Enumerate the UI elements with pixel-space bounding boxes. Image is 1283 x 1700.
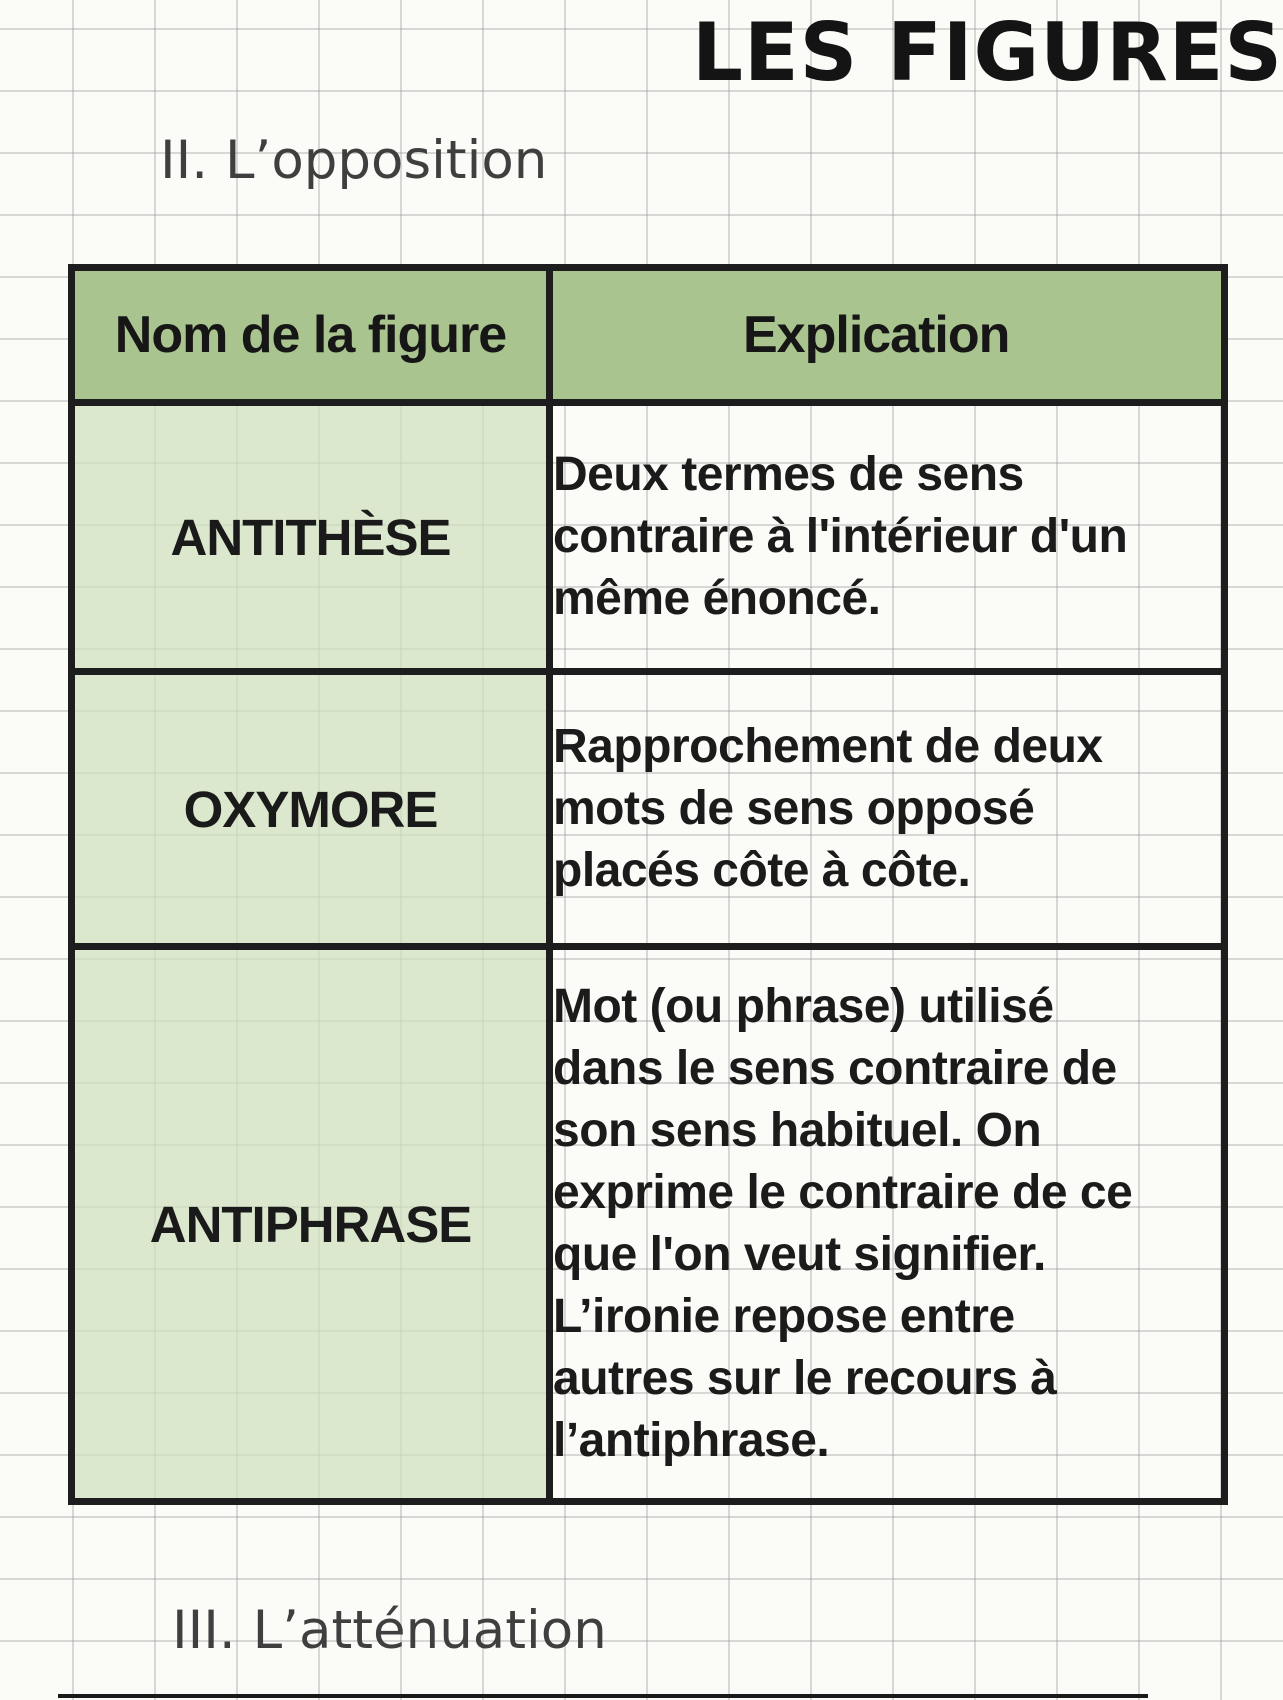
figure-explanation-cell: Mot (ou phrase) utilisé dans le sens contraire de son sens habituel. On exprime le contraire de ce que l'on veut signifier. L’ironie repose entre autres sur le recours à l’antiphrase. [550,947,1225,1502]
figure-name-cell: ANTITHÈSE [72,403,550,672]
column-header-explication: Explication [550,268,1225,403]
figures-table [68,264,1228,1505]
table-row [72,947,1225,1502]
figure-name-cell: OXYMORE [72,672,550,947]
figure-explanation-cell: Rapprochement de deux mots de sens opposé placés côte à côte. [550,672,1225,947]
table-row [72,672,1225,947]
section-heading-attenuation: III. L’atténuation [172,1600,607,1661]
bottom-rule [58,1694,1148,1698]
section-heading-opposition: II. L’opposition [160,130,548,191]
page-title: LES FIGURES [692,6,1283,99]
table-row [72,403,1225,672]
figure-explanation-cell: Deux termes de sens contraire à l'intérieur d'un même énoncé. [550,403,1225,672]
table-header-row [72,268,1225,403]
column-header-name: Nom de la figure [72,268,550,403]
figure-name-cell: ANTIPHRASE [72,947,550,1502]
